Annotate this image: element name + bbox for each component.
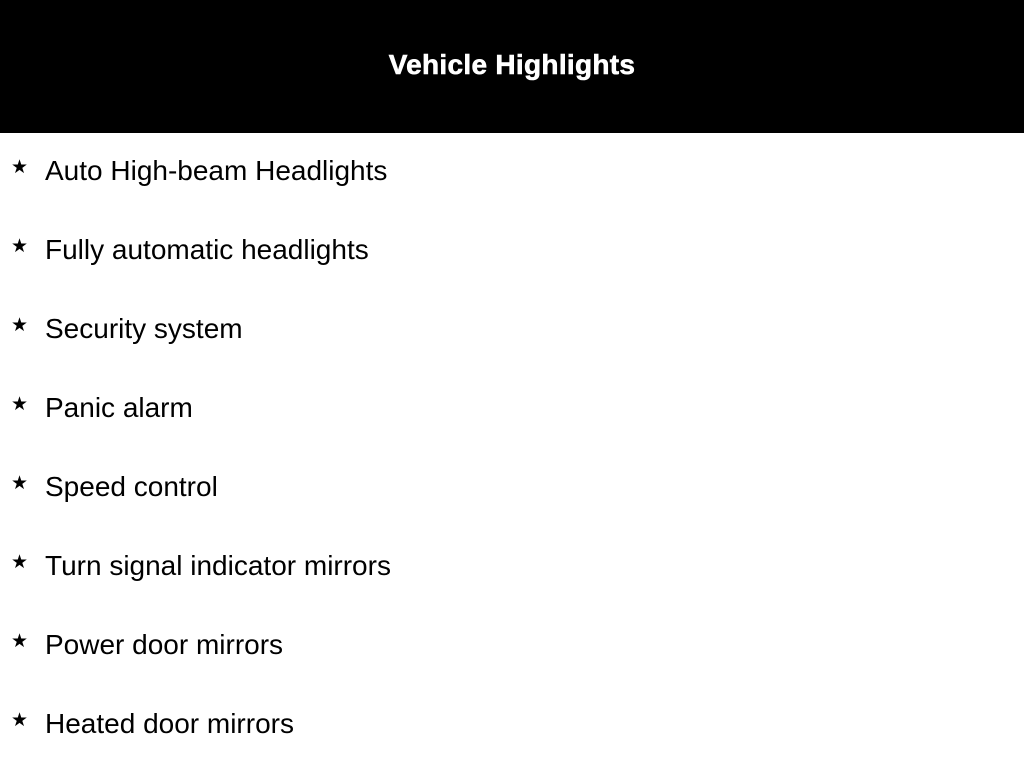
list-item: [0, 370, 1024, 449]
star-icon: ★: [11, 709, 29, 731]
list-item: [0, 686, 1024, 765]
list-item: [0, 528, 1024, 607]
list-item-label: Speed control: [45, 471, 218, 502]
list-item-label: Heated door mirrors: [45, 708, 294, 739]
star-icon: ★: [11, 472, 29, 494]
list-item: [0, 133, 1024, 212]
star-icon: ★: [11, 235, 29, 257]
star-icon: ★: [11, 551, 29, 573]
header-bar: [0, 0, 1024, 133]
star-icon: ★: [11, 156, 29, 178]
page-title: Vehicle Highlights: [388, 49, 636, 80]
list-item-label: Auto High-beam Headlights: [45, 155, 388, 186]
list-item-label: Turn signal indicator mirrors: [45, 550, 391, 581]
list-item-label: Power door mirrors: [45, 629, 284, 660]
list-item-label: Panic alarm: [45, 392, 193, 423]
star-icon: ★: [11, 314, 29, 336]
star-icon: ★: [11, 630, 29, 652]
list-item: [0, 212, 1024, 291]
list-item-label: Security system: [45, 313, 243, 344]
star-icon: ★: [11, 393, 29, 415]
list-item-label: Fully automatic headlights: [45, 234, 369, 265]
list-item: [0, 449, 1024, 528]
list-item: [0, 607, 1024, 686]
highlights-list: [0, 133, 1024, 765]
list-item: [0, 291, 1024, 370]
